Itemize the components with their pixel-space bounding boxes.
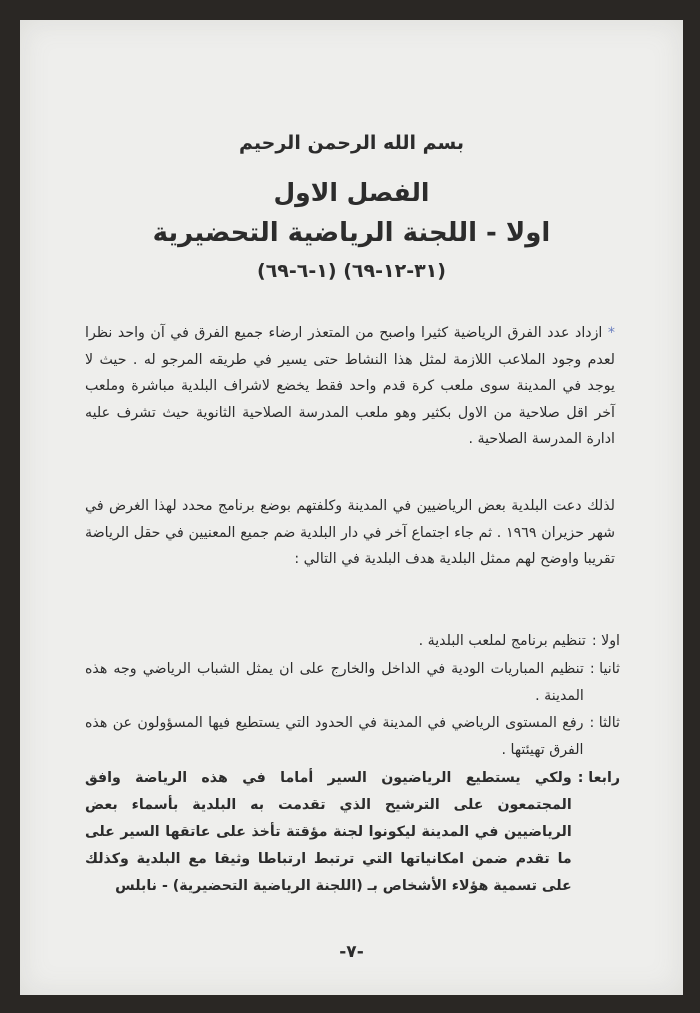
paragraph-1-text: ازداد عدد الفرق الرياضية كثيرا واصبح من المتعذر ارضاء جميع الفرق في آن واحد نظرا لعدم وجود الملاعب اللازمة لمثل هذا النشاط حتى يسير في طريقه المرجو له . حيث لا يوجد في المدينة سوى ملعب كرة قدم واحد فقط يخضع لاشراف البلدية مباشرة وملعب آخر اقل صلاحية من الاول بكثير وهو ملعب المدرسة الصلاحية الثانوية حيث تشرف عليه ادارة المدرسة الصلاحية .: [85, 325, 615, 447]
paragraph-1: [85, 320, 615, 453]
page-number: -٧-: [339, 942, 364, 962]
document-page: [20, 20, 683, 995]
basmala: بسم الله الرحمن الرحيم: [239, 132, 464, 154]
list-item-label: ثانيا :: [589, 661, 620, 677]
list-item-label: اولا :: [591, 633, 620, 649]
list-item: [85, 710, 620, 764]
list-item-label: ثالثا :: [589, 715, 620, 731]
date-range: (١-٦-٦٩) (٣١-١٢-٦٩): [257, 260, 446, 282]
list-item-label: رابعا :: [577, 770, 620, 786]
list-item-text: رفع المستوى الرياضي في المدينة في الحدود التي يستطيع فيها المسؤولون عن هذه الفرق تهيئتها .: [85, 715, 584, 758]
list-item-text: تنظيم برنامج لملعب البلدية .: [418, 633, 586, 649]
chapter-title: الفصل الاول: [273, 178, 430, 207]
list-item-text: ولكي يستطيع الرياضيون السير أماما في هذه الرياضة وافق المجتمعون على الترشيح الذي تقدمت به البلدية بأسماء بعض الرياضيين في المدينة ليكونوا لجنة مؤقتة تأخذ على عاتقها السير على ما تقدم ضمن امكانياتها التي ترتبط ارتباطا وثيقا مع البلدية وكذلك على تسمية هؤلاء الأشخاص بـ (اللجنة الرياضية التحضيرية) - نابلس: [85, 770, 572, 894]
list-item-text: تنظيم المباريات الودية في الداخل والخارج على ان يمثل الشباب الرياضي وجه هذه المدينة .: [85, 661, 584, 704]
list-item: [85, 765, 620, 900]
section-title: اولا - اللجنة الرياضية التحضيرية: [152, 218, 551, 248]
list-item: [85, 628, 620, 655]
paragraph-2: لذلك دعت البلدية بعض الرياضيين في المدينة وكلفتهم بوضع برنامج محدد لهذا الغرض في شهر حزيران ١٩٦٩ . ثم جاء اجتماع آخر في دار البلدية ضم جميع المعنيين في حقل الرياضة تقريبا واوضح لهم ممثل البلدية هدف البلدية في التالي :: [85, 498, 615, 567]
list-item: [85, 656, 620, 710]
bullet-asterisk: *: [607, 325, 615, 341]
